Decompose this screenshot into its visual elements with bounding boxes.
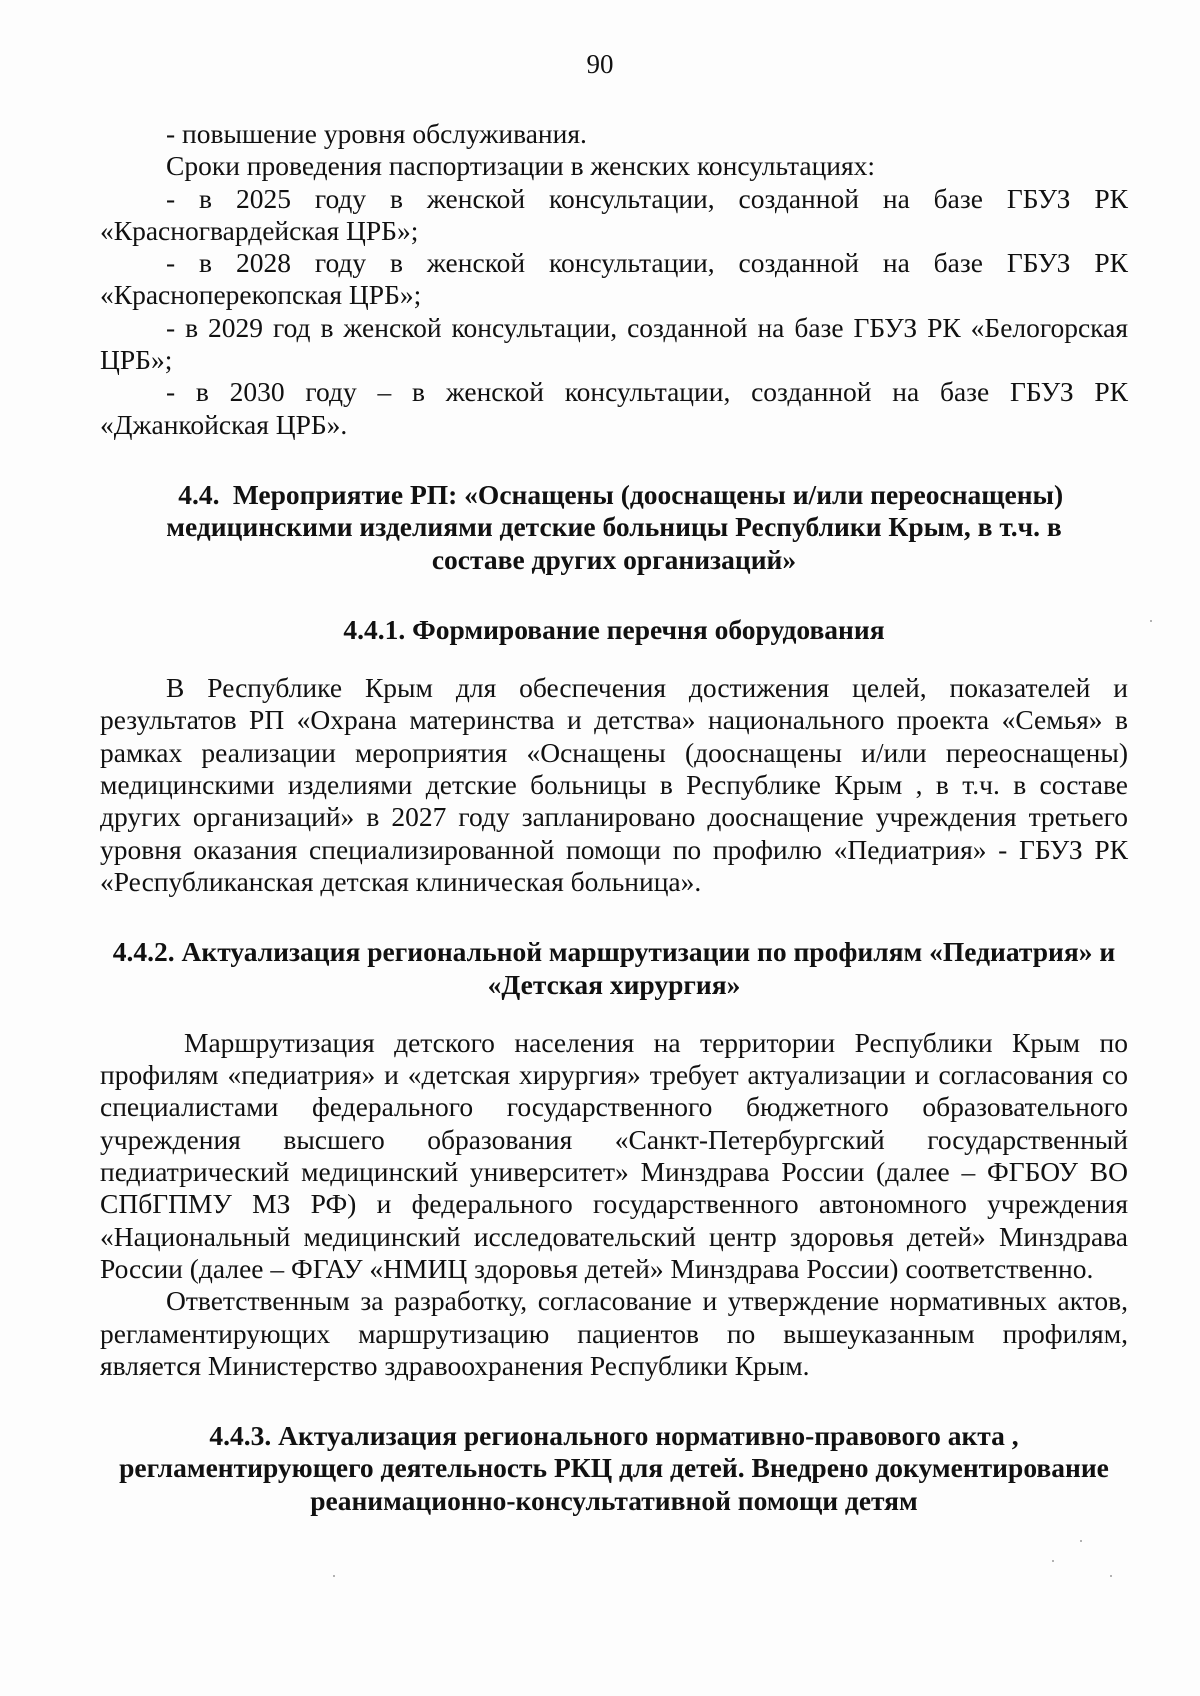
page-content [100, 118, 1128, 1517]
list-item: - в 2025 году в женской консультации, созданной на базе ГБУЗ РК «Красногвардейская ЦРБ»; [100, 182, 1128, 246]
section-number: 4.4. [178, 478, 220, 510]
section-4-4-2-paragraph-2: Ответственным за разработку, согласование и утверждение нормативных актов, регламентирующих маршрутизацию пациентов по вышеуказанным профилям, является Министерство здравоохранения Республики Крым. [100, 1285, 1128, 1381]
intro-line-1: - повышение уровня обслуживания. [166, 118, 587, 149]
section-4-4-1-heading: 4.4.1. Формирование перечня оборудования [343, 613, 885, 645]
section-4-4-2-heading: 4.4.2. Актуализация региональной маршрутизации по профилям «Педиатрия» и «Детская хирургия» [112, 936, 1116, 1000]
scan-speck [1080, 1540, 1082, 1542]
list-item: - в 2030 году – в женской консультации, созданной на базе ГБУЗ РК «Джанкойская ЦРБ». [100, 376, 1128, 440]
intro-line-2: Сроки проведения паспортизации в женских консультациях: [166, 150, 876, 182]
scan-speck [1110, 1575, 1112, 1577]
section-4-4-1-paragraph: В Республике Крым для обеспечения достижения целей, показателей и результатов РП «Охрана материнства и детства» национального проекта «Семья» в рамках реализации мероприятия «Оснащены (дооснащены и/или переоснащены) медицинскими изделиями детские больницы в Республике Крым , в т.ч. в составе других организаций» в 2027 году запланировано дооснащение учреждения третьего уровня оказания специализированной помощи по профилю «Педиатрия» - ГБУЗ РК «Республиканская детская клиническая больница». [100, 672, 1128, 897]
list-item: - в 2028 году в женской консультации, созданной на базе ГБУЗ РК «Красноперекопская ЦРБ»; [100, 247, 1128, 311]
section-title: Мероприятие РП: «Оснащены (дооснащены и/или переоснащены) медицинскими изделиями детские больницы Республики Крым, в т.ч. в составе других организаций» [166, 478, 1064, 575]
scan-speck [1150, 620, 1152, 622]
page-number: 90 [586, 49, 614, 79]
list-item: - в 2029 год в женской консультации, созданной на базе ГБУЗ РК «Белогорская ЦРБ»; [100, 311, 1128, 376]
section-4-4-heading [100, 479, 1128, 576]
scan-speck [333, 1575, 335, 1577]
scan-speck [1052, 1560, 1054, 1562]
section-4-4-3-heading: 4.4.3. Актуализация регионального нормативно-правового акта , регламентирующего деятельность РКЦ для детей. Внедрено документирование реанимационно-консультативной помощи детям [119, 1420, 1109, 1516]
section-4-4-2-paragraph-1: Маршрутизация детского населения на территории Республики Крым по профилям «педиатрия» и «детская хирургия» требует актуализации и согласования со специалистами федерального государственного бюджетного образовательного учреждения высшего образования «Санкт-Петербургский государственный педиатрический медицинский университет» Минздрава России (далее – ФГБОУ ВО СПбГПМУ МЗ РФ) и федерального государственного автономного учреждения «Национальный медицинский исследовательский центр здоровья детей» Минздрава России (далее – ФГАУ «НМИЦ здоровья детей» Минздрава России) соответственно. [100, 1026, 1128, 1284]
